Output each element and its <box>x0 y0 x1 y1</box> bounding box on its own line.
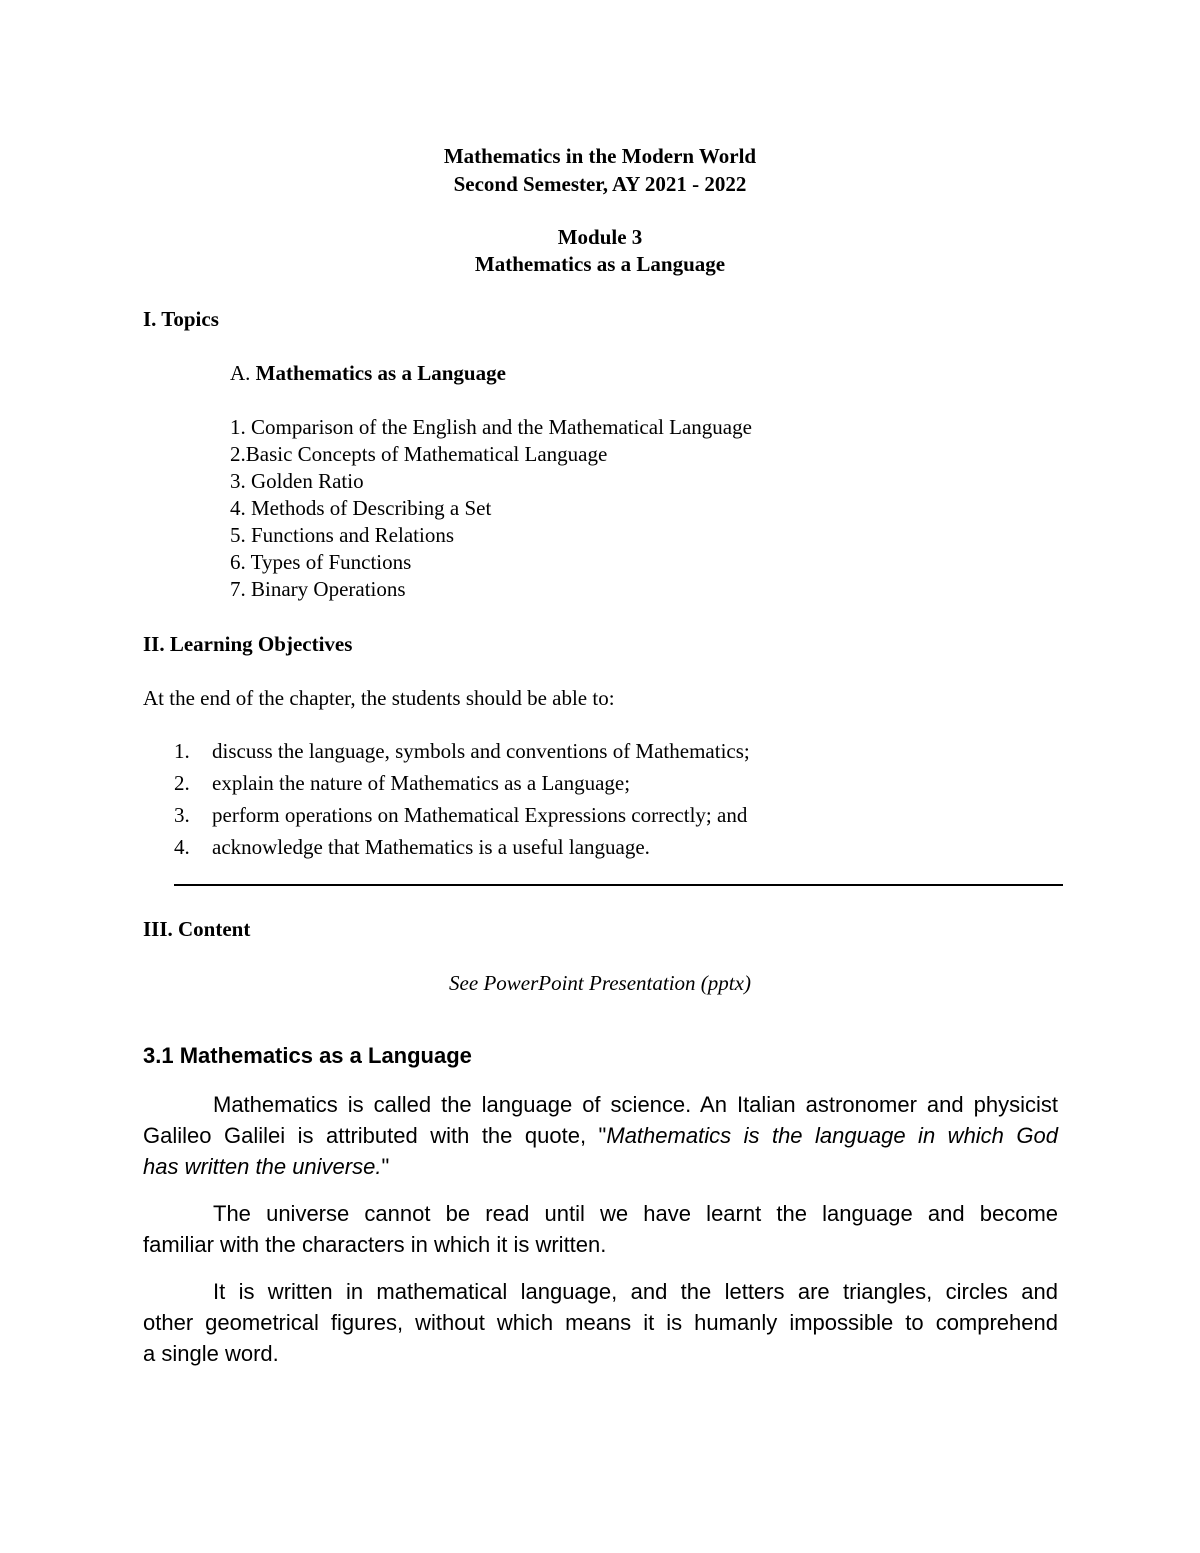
objective-text: acknowledge that Mathematics is a useful language. <box>212 835 650 859</box>
paragraph-line: other geometrical figures, without which means it is humanly impossible to comprehend <box>143 1310 1058 1335</box>
quote-lead-in: Galileo Galilei is attributed with the quote, " <box>143 1123 607 1148</box>
objective-text: discuss the language, symbols and conventions of Mathematics; <box>212 739 750 763</box>
paragraph-line: It is written in mathematical language, and the letters are triangles, circles and <box>213 1279 1058 1304</box>
paragraph-line <box>143 1120 1058 1151</box>
course-title: Mathematics in the Modern World <box>443 144 757 168</box>
objective-number: 2. <box>174 771 190 795</box>
paragraph-2 <box>143 1198 1058 1260</box>
semester-line: Second Semester, AY 2021 - 2022 <box>453 172 747 196</box>
topics-list <box>230 414 752 603</box>
topic-item: 6. Types of Functions <box>230 550 412 574</box>
content-heading: III. Content <box>143 917 251 941</box>
paragraph-line: a single word. <box>143 1341 279 1366</box>
module-title: Mathematics as a Language <box>474 252 726 276</box>
module-number: Module 3 <box>557 225 643 249</box>
objectives-heading: II. Learning Objectives <box>143 632 353 656</box>
topics-subheading-title: Mathematics as a Language <box>255 361 506 385</box>
topic-item: 3. Golden Ratio <box>230 469 364 493</box>
paragraph-1 <box>143 1089 1058 1182</box>
paragraph-line: Mathematics is called the language of science. An Italian astronomer and physicist <box>213 1092 1058 1117</box>
objective-number: 4. <box>174 835 190 859</box>
topic-item: 5. Functions and Relations <box>230 523 454 547</box>
topic-item: 4. Methods of Describing a Set <box>230 496 492 520</box>
objective-text: perform operations on Mathematical Expressions correctly; and <box>212 803 748 827</box>
topics-subheading <box>230 360 506 387</box>
topics-subheading-prefix: A. <box>230 361 256 385</box>
topic-item: 1. Comparison of the English and the Mathematical Language <box>230 415 752 439</box>
objective-text: explain the nature of Mathematics as a Language; <box>212 771 631 795</box>
quote-text: has written the universe. <box>143 1154 382 1179</box>
section-title: 3.1 Mathematics as a Language <box>143 1043 472 1068</box>
quote-close: " <box>381 1154 390 1179</box>
quote-text: Mathematics is the language in which God <box>606 1123 1058 1148</box>
objective-number: 1. <box>174 739 190 763</box>
objective-number: 3. <box>174 803 190 827</box>
paragraph-line <box>143 1151 1058 1182</box>
topic-item: 7. Binary Operations <box>230 577 406 601</box>
paragraph-line: familiar with the characters in which it is written. <box>143 1232 607 1257</box>
topic-item: 2.Basic Concepts of Mathematical Language <box>230 442 608 466</box>
content-note: See PowerPoint Presentation (pptx) <box>449 971 751 995</box>
topics-heading: I. Topics <box>143 307 219 331</box>
paragraph-line: The universe cannot be read until we have learnt the language and become <box>213 1201 1058 1226</box>
horizontal-divider <box>174 884 1063 886</box>
objectives-intro: At the end of the chapter, the students should be able to: <box>143 686 615 710</box>
paragraph-3 <box>143 1276 1058 1369</box>
